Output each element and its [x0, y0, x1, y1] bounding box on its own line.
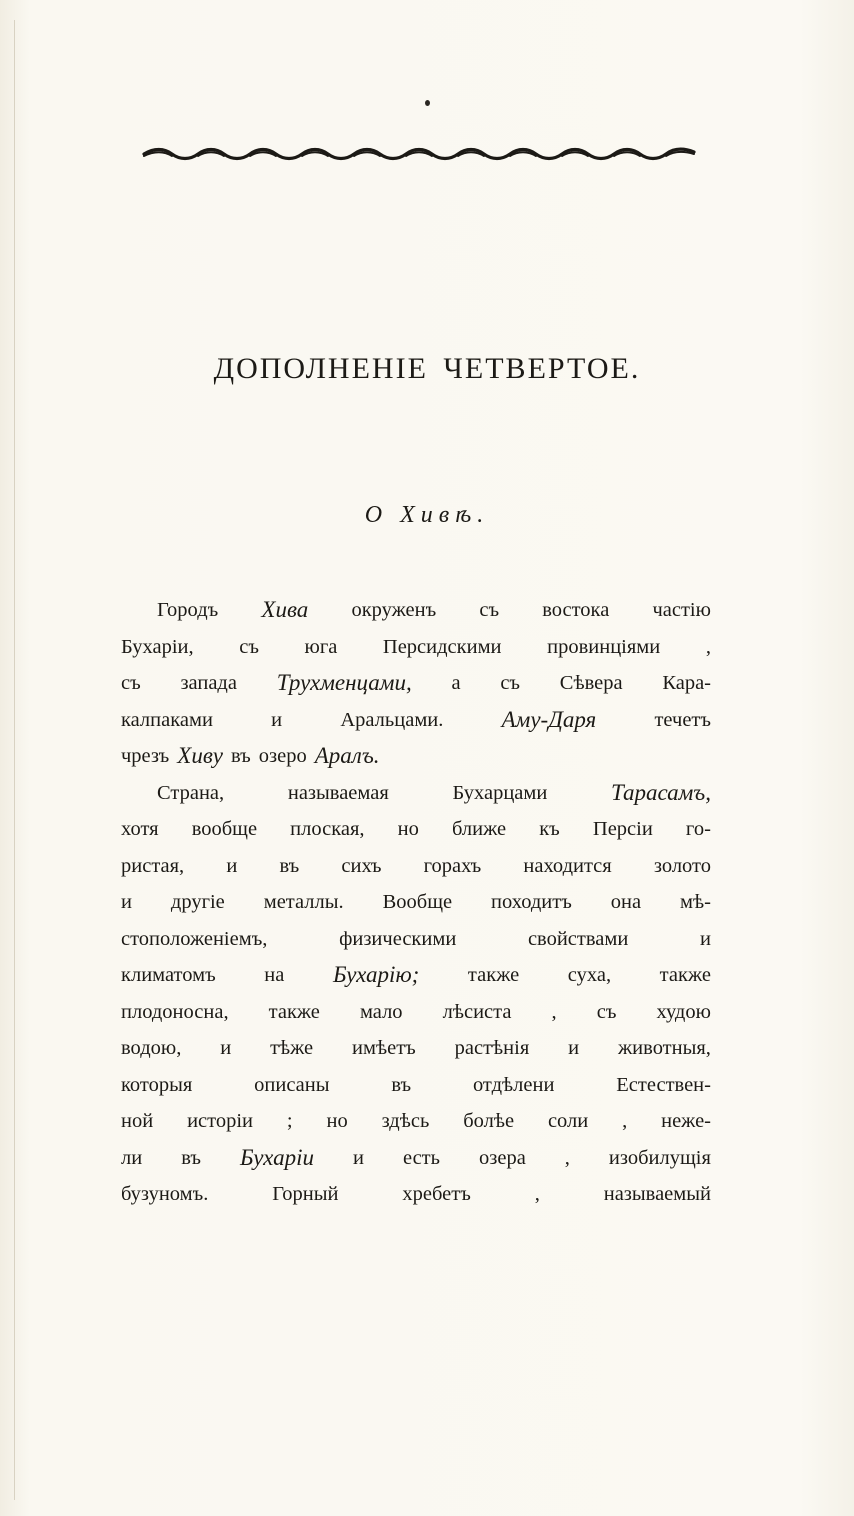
- word: ,: [564, 1146, 570, 1169]
- decorative-rule-ornament: [142, 138, 696, 168]
- text-line: [121, 629, 711, 666]
- word: животныя,: [618, 1037, 711, 1059]
- word: мѣ-: [680, 891, 711, 913]
- word: мало: [359, 1000, 403, 1023]
- word: ной: [121, 1110, 154, 1132]
- word: съ: [596, 1000, 617, 1023]
- word: съ: [239, 635, 259, 658]
- word: здѣсь: [381, 1110, 430, 1132]
- word: тѣже: [270, 1037, 314, 1059]
- word: изобилущія: [608, 1146, 711, 1169]
- word: частію: [652, 599, 711, 621]
- text-line: [121, 1176, 711, 1213]
- word: а: [451, 672, 461, 694]
- supplement-heading: ДОПОЛНЕНІЕ ЧЕТВЕРТОЕ.: [213, 352, 641, 385]
- word: течетъ: [654, 708, 711, 731]
- word: плодоносна,: [121, 1000, 229, 1023]
- word: го-: [685, 818, 711, 840]
- word: суха,: [567, 964, 612, 986]
- word: металлы.: [263, 891, 344, 913]
- word: есть: [402, 1146, 440, 1169]
- italic-word: Тарасамъ,: [611, 779, 711, 805]
- word: Горный: [272, 1183, 339, 1205]
- word: худою: [656, 1000, 711, 1023]
- text-line: [121, 1103, 711, 1140]
- word: также: [268, 1000, 320, 1023]
- word: ,: [534, 1183, 540, 1205]
- text-line: [121, 848, 711, 885]
- word: и: [271, 708, 283, 731]
- word: и: [220, 1037, 232, 1059]
- word: хребетъ: [402, 1183, 471, 1205]
- text-line: [121, 957, 711, 994]
- word: находится: [523, 854, 612, 877]
- word: Персіи: [592, 818, 653, 840]
- word: водою,: [121, 1037, 182, 1059]
- word: она: [610, 891, 642, 913]
- word: исторіи: [187, 1110, 254, 1132]
- text-line: [121, 1140, 711, 1177]
- section-subheading: О Хивѣ.: [364, 502, 490, 528]
- word: чрезъ: [121, 745, 170, 767]
- word: но: [397, 818, 419, 840]
- text-line: [121, 665, 711, 702]
- word: съ: [479, 599, 500, 621]
- word: плоская,: [290, 818, 365, 840]
- word: востока: [542, 599, 610, 621]
- word: также: [659, 964, 711, 986]
- word: вообще: [191, 818, 258, 840]
- body-text: [121, 592, 711, 1213]
- word: лѣсиста: [442, 1000, 512, 1023]
- word: соли: [547, 1110, 589, 1132]
- word: Естествен-: [616, 1073, 711, 1096]
- text-line: [121, 592, 711, 629]
- word: другіе: [170, 891, 225, 913]
- word: походитъ: [491, 891, 572, 913]
- word: физическими: [339, 927, 457, 950]
- word: юга: [304, 635, 338, 658]
- italic-word: Хиву: [177, 743, 224, 768]
- word: свойствами: [527, 927, 629, 950]
- word: Городъ: [157, 599, 219, 621]
- italic-word: Бухаріи: [239, 1144, 314, 1170]
- word: климатомъ: [121, 964, 216, 986]
- word: называемая: [287, 781, 389, 804]
- word: описаны: [254, 1073, 330, 1096]
- word: провинціями: [547, 635, 661, 658]
- word: и: [121, 891, 132, 913]
- text-line: [121, 775, 711, 812]
- word: ближе: [451, 818, 507, 840]
- word: Бухарцами: [452, 781, 548, 804]
- word: растѣнія: [454, 1037, 530, 1059]
- italic-word: Бухарію;: [332, 962, 420, 987]
- word: окруженъ: [351, 599, 437, 621]
- text-line: [121, 1030, 711, 1067]
- word: также: [467, 964, 520, 986]
- italic-word: Аму-Даря: [501, 706, 597, 732]
- word: Кара-: [662, 672, 711, 694]
- word: въ: [181, 1146, 201, 1169]
- word: называемый: [603, 1183, 711, 1205]
- text-line: [121, 884, 711, 921]
- word: ли: [121, 1146, 143, 1169]
- word: Аральцами.: [340, 708, 444, 731]
- word: Персидскими: [382, 635, 502, 658]
- word: Сѣвера: [559, 672, 623, 694]
- word: съ: [500, 672, 521, 694]
- word: имѣетъ: [352, 1037, 416, 1059]
- italic-word: Хива: [261, 597, 309, 622]
- word: калпаками: [121, 708, 213, 731]
- word: ,: [705, 635, 711, 658]
- word: но: [326, 1110, 348, 1132]
- word: и: [226, 854, 238, 877]
- word: въ: [231, 745, 251, 767]
- italic-word: Трухменцами,: [276, 670, 412, 695]
- word: сихъ: [341, 854, 382, 877]
- word: бузуномъ.: [121, 1183, 209, 1205]
- text-line: [121, 738, 711, 775]
- word: Страна,: [157, 781, 225, 804]
- word: неже-: [661, 1110, 711, 1132]
- word: въ: [391, 1073, 412, 1096]
- word: и: [352, 1146, 364, 1169]
- word: которыя: [121, 1073, 193, 1096]
- word: хотя: [121, 818, 159, 840]
- word: къ: [539, 818, 560, 840]
- word: горахъ: [423, 854, 482, 877]
- word: болѣе: [463, 1110, 515, 1132]
- italic-word: Аралъ.: [314, 743, 380, 768]
- word: Вообще: [382, 891, 453, 913]
- word: Бухаріи,: [121, 635, 194, 658]
- word: въ: [279, 854, 300, 877]
- page-edge-line: [14, 20, 15, 1500]
- word: озеро: [258, 745, 307, 767]
- text-line: [121, 702, 711, 739]
- text-line: [121, 994, 711, 1031]
- word: ристая,: [121, 854, 185, 877]
- word: стоположеніемъ,: [121, 927, 268, 950]
- word: ,: [551, 1000, 557, 1023]
- word: и: [699, 927, 711, 950]
- text-line: [121, 921, 711, 958]
- word: ,: [622, 1110, 628, 1132]
- text-line: [121, 811, 711, 848]
- word: съ: [121, 672, 141, 694]
- word: ;: [286, 1110, 293, 1132]
- word: на: [264, 964, 285, 986]
- ink-mark: [425, 100, 430, 106]
- word: отдѣлени: [472, 1073, 555, 1096]
- text-line: [121, 1067, 711, 1104]
- word: озера: [479, 1146, 526, 1169]
- word: запада: [180, 672, 237, 694]
- word: и: [568, 1037, 580, 1059]
- word: золото: [653, 854, 711, 877]
